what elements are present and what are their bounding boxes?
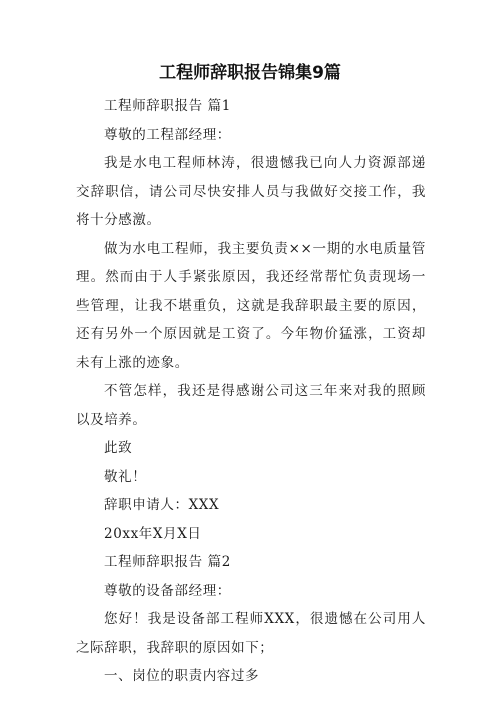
list-item-1: 一、岗位的职责内容过多 xyxy=(104,668,260,684)
salutation-2: 尊敬的设备部经理： xyxy=(104,582,231,599)
paragraph-greeting-2: 您好！我是设备部工程师XXX，很遗憾在公司用人之际辞职，我辞职的原因如下； xyxy=(76,611,426,656)
section-heading-2: 工程师辞职报告 篇2 xyxy=(104,554,231,570)
paragraph-thanks: 不管怎样，我还是得感谢公司这三年来对我的照顾以及培养。 xyxy=(76,383,426,428)
document-title: 工程师辞职报告锦集9篇 xyxy=(159,63,341,83)
closing-2: 敬礼！ xyxy=(104,468,147,485)
section-heading-1: 工程师辞职报告 篇1 xyxy=(104,98,231,114)
paragraph-resignation-notice: 我是水电工程师林涛，很遗憾我已向人力资源部递交辞职信，请公司尽快安排人员与我做好交接工作，我将十分感激。 xyxy=(76,155,426,228)
closing-1: 此致 xyxy=(104,440,133,456)
applicant-line: 辞职申请人：XXX xyxy=(104,497,220,513)
salutation-1: 尊敬的工程部经理： xyxy=(104,126,231,143)
document-body xyxy=(76,92,426,691)
paragraph-reasons: 做为水电工程师，我主要负责××一期的水电质量管理。然而由于人手紧张原因，我还经常帮忙负责现场一些管理，让我不堪重负，这就是我辞职最主要的原因，还有另外一个原因就是工资了。今年物价猛涨，工资却未有上涨的迹象。 xyxy=(76,240,426,371)
date-line: 20xx年X月X日 xyxy=(104,525,202,542)
